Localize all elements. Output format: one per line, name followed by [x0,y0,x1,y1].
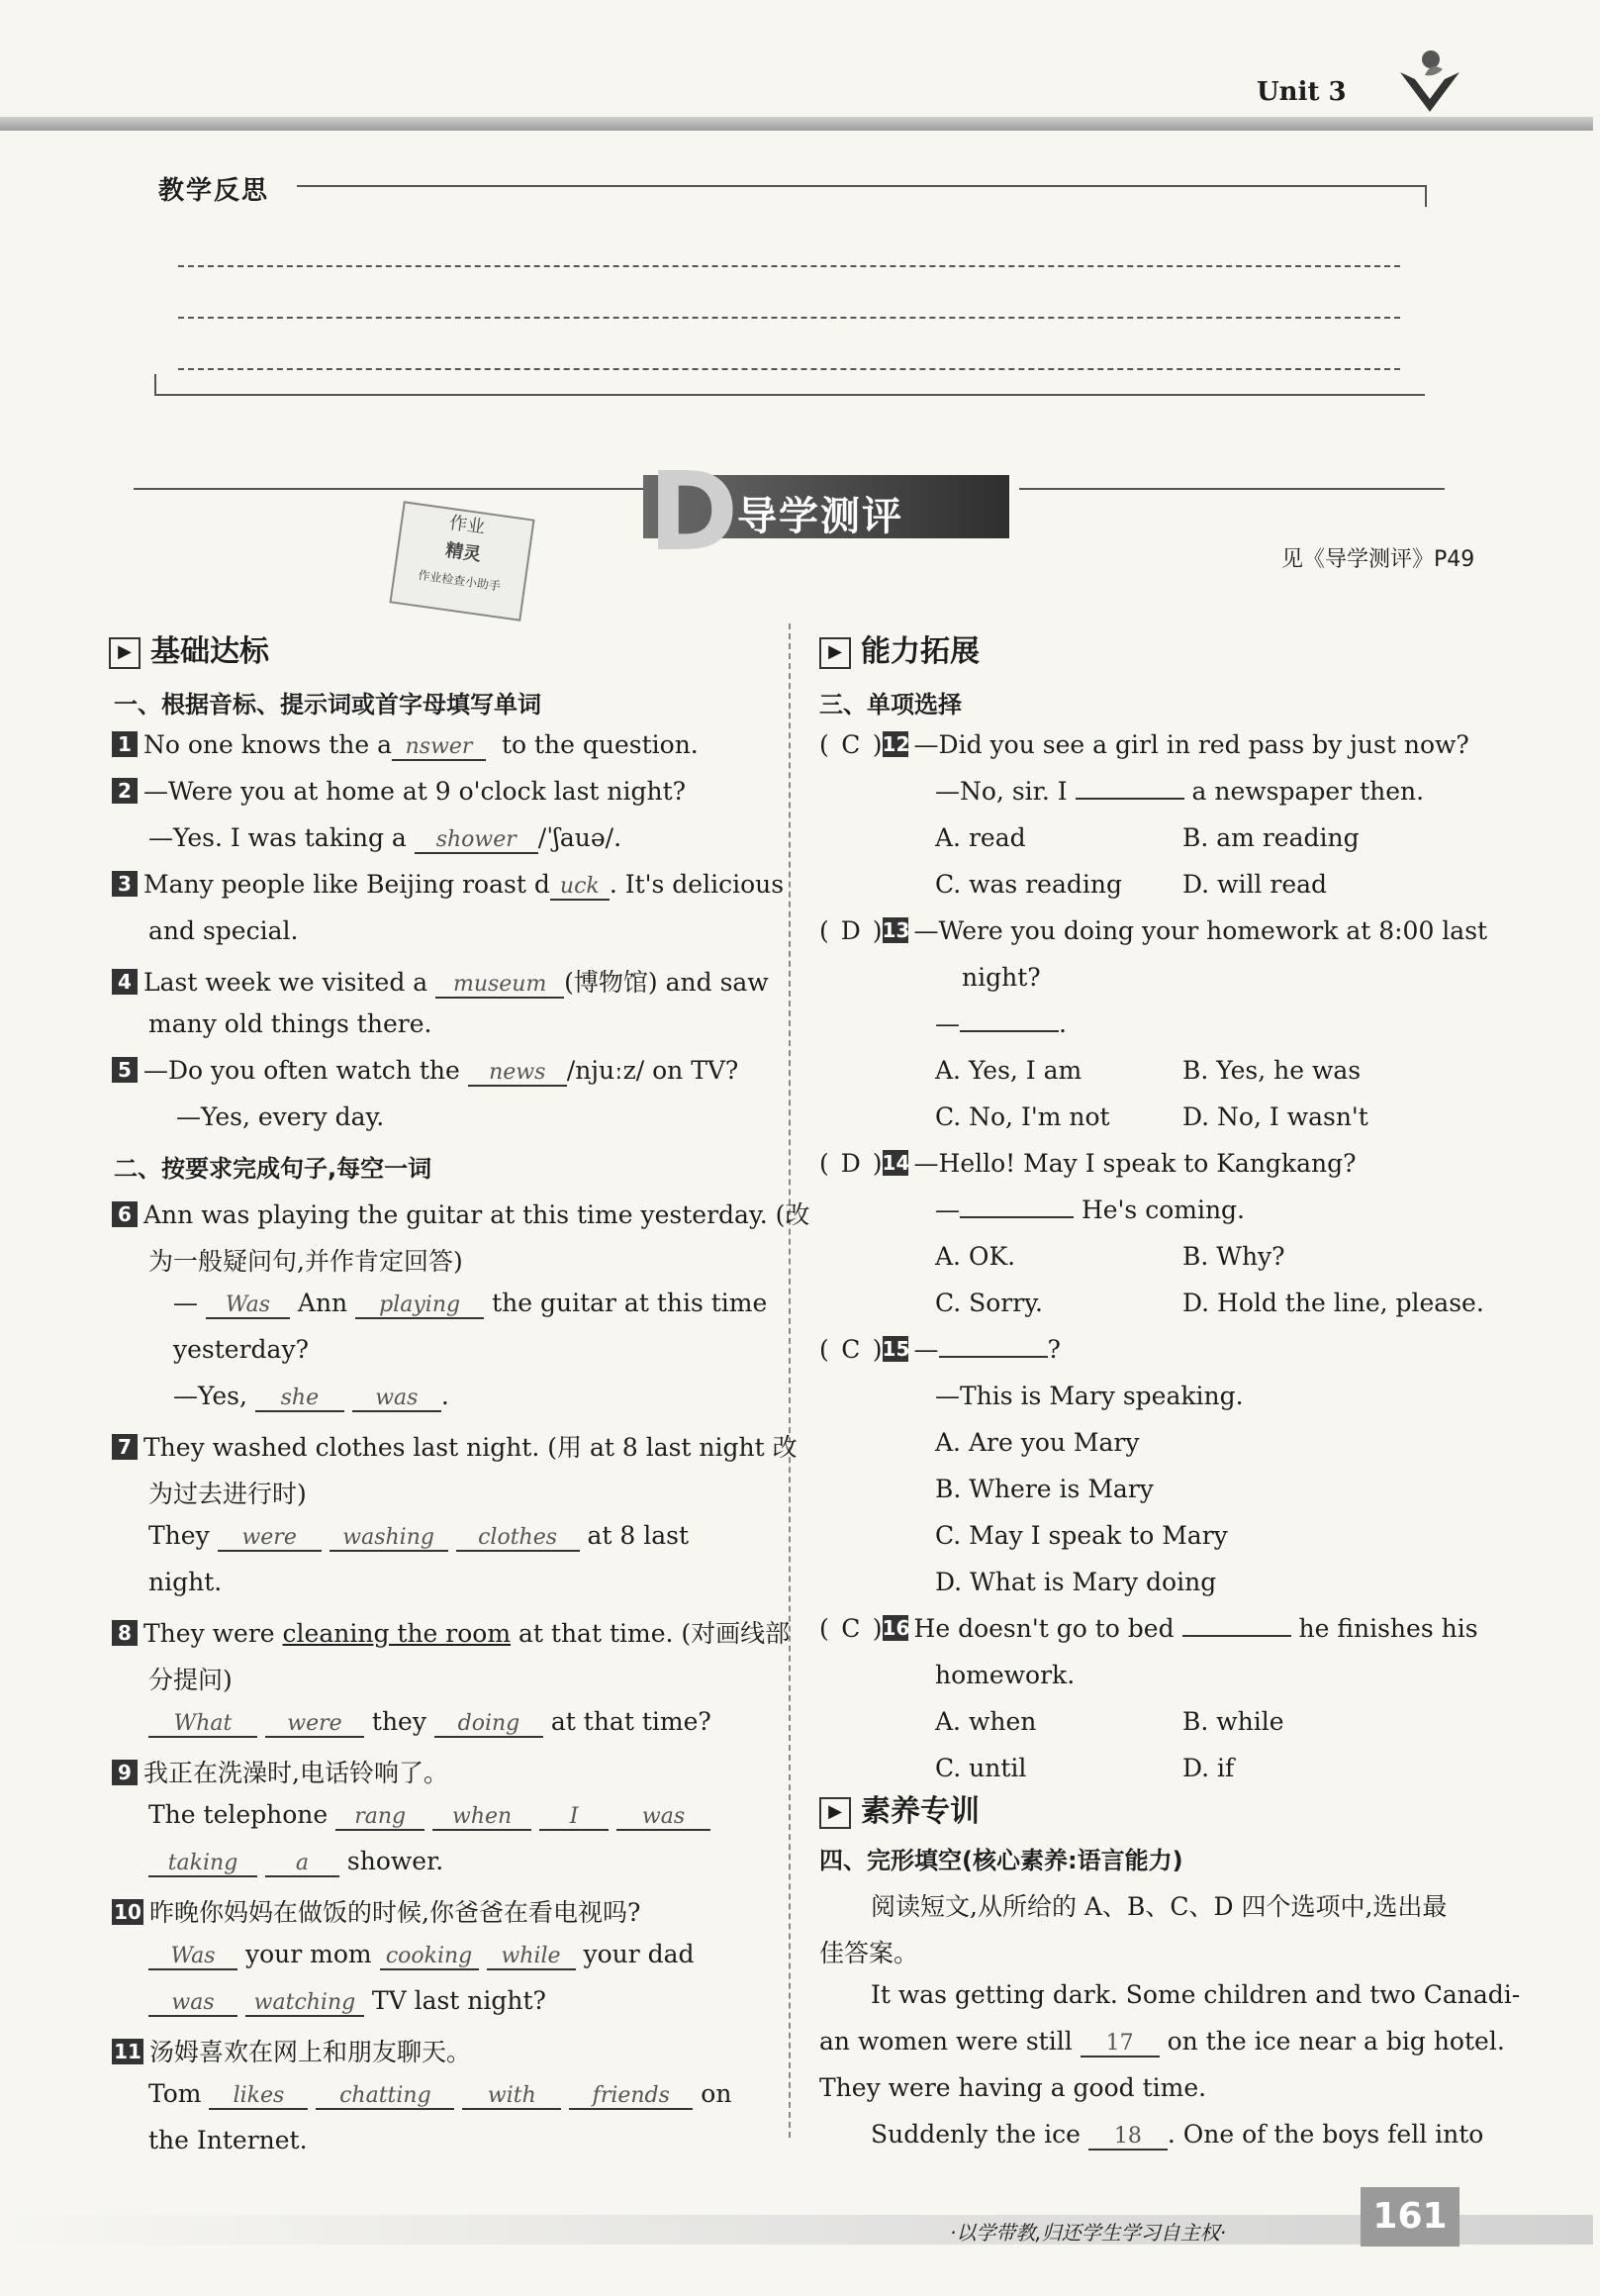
question-12-cont: —No, sir. I a newspaper then. [935,777,1425,806]
question-7: 7 They washed clothes last night. (用 at 8 last night 改 [112,1428,798,1464]
option-b: B. Where is Mary [935,1475,1154,1503]
question-12: ( C )12 —Did you see a girl in red pass by just now? [819,730,1469,759]
question-15-cont: —This is Mary speaking. [935,1382,1244,1410]
option-d: D. will read [1182,870,1328,899]
question-16: ( C )16 He doesn't go to bed he finishes his [819,1614,1478,1643]
option-d: D. if [1182,1754,1235,1782]
option-d: D. What is Mary doing [935,1568,1217,1596]
question-3-cont: and special. [148,916,299,945]
page-number: 161 [1361,2187,1459,2247]
question-11-line3: the Internet. [148,2126,308,2154]
question-7-line4: night. [148,1568,223,1596]
arrow-icon: ▶ [109,637,141,669]
question-8: 8 They were cleaning the room at that time. (对画线部 [112,1614,790,1650]
reflection-line [178,368,1400,370]
option-c: C. until [935,1754,1027,1782]
arrow-icon: ▶ [819,1797,851,1829]
question-10: 10 昨晚你妈妈在做饭的时候,你爸爸在看电视吗? [112,1893,640,1929]
option-a: A. read [935,823,1026,852]
question-11: 11 汤姆喜欢在网上和朋友聊天。 [112,2033,471,2068]
question-7-answer: They were washing clothes at 8 last [148,1521,690,1550]
question-1: 1 No one knows the a nswer to the question. [112,730,699,761]
section-expand: ▶ 能力拓展 [819,626,980,670]
option-d: D. No, I wasn't [1182,1102,1368,1131]
question-16-cont: homework. [935,1661,1076,1689]
option-d: D. Hold the line, please. [1182,1289,1484,1317]
footer-motto: ·以学带教,归还学生学习自主权· [950,2221,1227,2245]
section-basic: ▶ 基础达标 [109,626,269,670]
reflection-left-rule [154,374,156,394]
question-10-answer: Was your mom cooking while your dad [148,1940,695,1970]
reflection-right-rule [1425,185,1427,207]
option-b: B. while [1182,1707,1284,1736]
question-5: 5 —Do you often watch the news /njuːz/ on TV? [112,1056,738,1087]
banner-letter: D [648,448,739,575]
option-c: C. was reading [935,870,1122,899]
question-6-answer: — Was Ann playing the guitar at this time [173,1289,768,1317]
question-9-line3: taking a shower. [148,1847,443,1877]
question-15: ( C )15 — ? [819,1335,1061,1364]
question-4-cont: many old things there. [148,1009,432,1038]
section-literacy: ▶ 素养专训 [819,1786,980,1830]
option-b: B. Why? [1182,1242,1285,1271]
arrow-icon: ▶ [819,637,851,669]
reflection-line [178,265,1400,267]
cloze-paragraph: Suddenly the ice 18 . One of the boys fell into [871,2120,1484,2149]
question-4: 4 Last week we visited a museum (博物馆) and saw [112,963,769,999]
option-a: A. Yes, I am [935,1056,1082,1085]
question-5-cont: —Yes, every day. [176,1102,385,1131]
cloze-intro-cont: 佳答案。 [819,1939,919,1967]
question-13-cont: night? [962,963,1041,992]
cloze-intro: 阅读短文,从所给的 A、B、C、D 四个选项中,选出最 [871,1892,1448,1921]
option-c: C. May I speak to Mary [935,1521,1228,1550]
question-13-blank: — . [935,1009,1067,1038]
part3-title: 三、单项选择 [819,691,962,718]
question-8-cont: 分提问) [148,1666,233,1694]
reflection-line [178,317,1400,319]
question-8-answer: What were they doing at that time? [148,1707,711,1738]
part1-title: 一、根据音标、提示词或首字母填写单词 [114,691,541,718]
logo-icon [1395,48,1464,121]
question-6: 6 Ann was playing the guitar at this time yesterday. (改 [112,1196,809,1231]
question-2-answer: —Yes. I was taking a shower /ˈʃauə/. [148,823,622,852]
question-11-answer: Tom likes chatting with friends on [148,2079,732,2108]
part2-title: 二、按要求完成句子,每空一词 [114,1155,432,1183]
question-9-answer: The telephone rang when I was [148,1800,710,1831]
cloze-paragraph: They were having a good time. [819,2073,1207,2102]
part4-title: 四、完形填空(核心素养:语言能力) [819,1847,1183,1874]
option-b: B. am reading [1182,823,1360,852]
option-a: A. when [935,1707,1037,1736]
cloze-paragraph: an women were still 17 on the ice near a big hotel. [819,2027,1505,2056]
option-c: C. No, I'm not [935,1102,1110,1131]
question-2: 2 —Were you at home at 9 o'clock last night? [112,777,686,806]
banner-title: 导学测评 [737,494,903,539]
question-14: ( D )14 —Hello! May I speak to Kangkang? [819,1149,1357,1178]
option-a: A. Are you Mary [935,1428,1140,1457]
option-a: A. OK. [935,1242,1016,1271]
banner-rule-right [1019,488,1445,490]
reflection-top-rule [297,185,1425,187]
option-b: B. Yes, he was [1182,1056,1362,1085]
footer-band [0,2215,1593,2245]
question-7-cont: 为过去进行时) [148,1480,307,1508]
question-6-line4: yesterday? [173,1335,309,1364]
question-14-blank: — He's coming. [935,1196,1246,1224]
option-c: C. Sorry. [935,1289,1043,1317]
cloze-paragraph: It was getting dark. Some children and two Canadi- [871,1980,1521,2009]
question-10-line3: was watching TV last night? [148,1986,546,2017]
reflection-label: 教学反思 [158,176,270,206]
reflection-bottom-rule [154,394,1425,396]
question-13: ( D )13 —Were you doing your homework at 8:00 last [819,916,1488,945]
banner-rule-left [134,488,643,490]
column-divider [789,623,791,2138]
header-band [0,117,1593,131]
unit-label: Unit 3 [1257,77,1347,107]
question-6-reply: —Yes, she was . [173,1382,449,1410]
question-6-cont: 为一般疑问句,并作肯定回答) [148,1247,463,1276]
question-9: 9 我正在洗澡时,电话铃响了。 [112,1754,448,1789]
see-reference: 见《导学测评》P49 [1281,547,1475,572]
homework-stamp: 作业 精灵 作业检查小助手 [389,501,534,622]
question-3: 3 Many people like Beijing roast d uck . It's delicious [112,870,784,901]
